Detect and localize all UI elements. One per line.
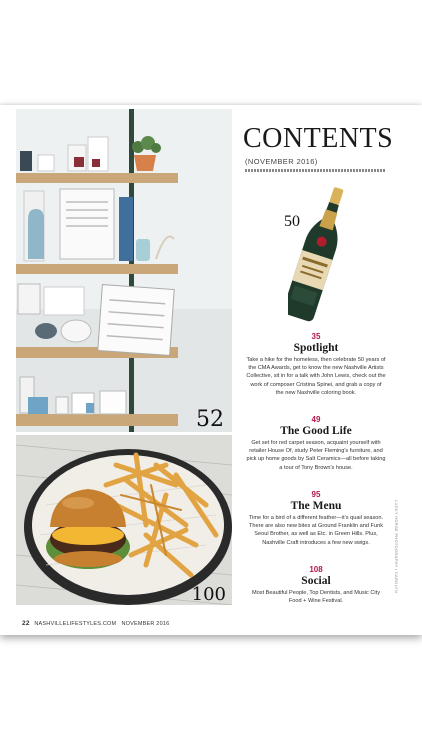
entry-page-number: 108: [309, 565, 323, 574]
entry-the-good-life[interactable]: [246, 415, 386, 472]
entry-heading: Social: [301, 575, 331, 587]
entry-heading: The Good Life: [280, 425, 352, 437]
burger-photo: [16, 435, 232, 605]
entry-heading: The Menu: [290, 500, 342, 512]
footer-site: NASHVILLELIFESTYLES.COM: [34, 621, 117, 627]
champagne-bottle-image: [288, 183, 348, 323]
burger-illustration: [16, 435, 232, 605]
entry-description: Take a hike for the homeless, then celebrate 50 years of the CMA Awards, get to know the new Nashville Artists Collective, sit in for a talk with John Lewis, check out the work of composer Cristina Spinei, and grab a copy of the new Nashville coloring book.: [246, 357, 386, 396]
footer-month: NOVEMBER 2016: [121, 621, 170, 627]
shelves-illustration: [16, 109, 232, 432]
entry-description: Get set for red carpet season, acquaint yourself with retailer House Of, study Peter Fleming's furniture, and pick up home goods by Salt Ceramics—all before taking a tour of Tony Brown's house.: [246, 440, 386, 471]
champagne-page-number: 50: [284, 213, 300, 230]
shelves-page-number: 52: [196, 407, 224, 432]
entry-page-number: 49: [311, 415, 321, 424]
burger-page-number: 100: [191, 584, 226, 605]
page-footer: [22, 620, 169, 627]
title-rule: [245, 169, 385, 172]
shelves-photo: [16, 109, 232, 432]
entry-the-menu[interactable]: [246, 490, 386, 547]
entry-social[interactable]: [246, 565, 386, 605]
photo-credit: LUCKY HORSE PHOTOGRAPHY / CAROLYN: [394, 500, 399, 593]
issue-date: (NOVEMBER 2016): [245, 157, 318, 166]
footer-page-number: 22: [22, 620, 30, 627]
entry-heading: Spotlight: [293, 342, 339, 354]
entry-spotlight[interactable]: [246, 332, 386, 397]
entry-description: Most Beautiful People, Top Dentists, and Music City Food + Wine Festival.: [252, 590, 380, 605]
magazine-page: [0, 105, 422, 635]
contents-title: CONTENTS: [243, 123, 394, 154]
entry-page-number: 35: [311, 332, 321, 341]
entry-page-number: 95: [311, 490, 321, 499]
entry-description: Time for a bird of a different feather—it's quail season. There are also new bites at Ground Franklin and Funk Seoul Brother, as well as Etc. in Green Hills. Plus, Nashville Craft introduces a few new swigs.: [248, 515, 384, 546]
